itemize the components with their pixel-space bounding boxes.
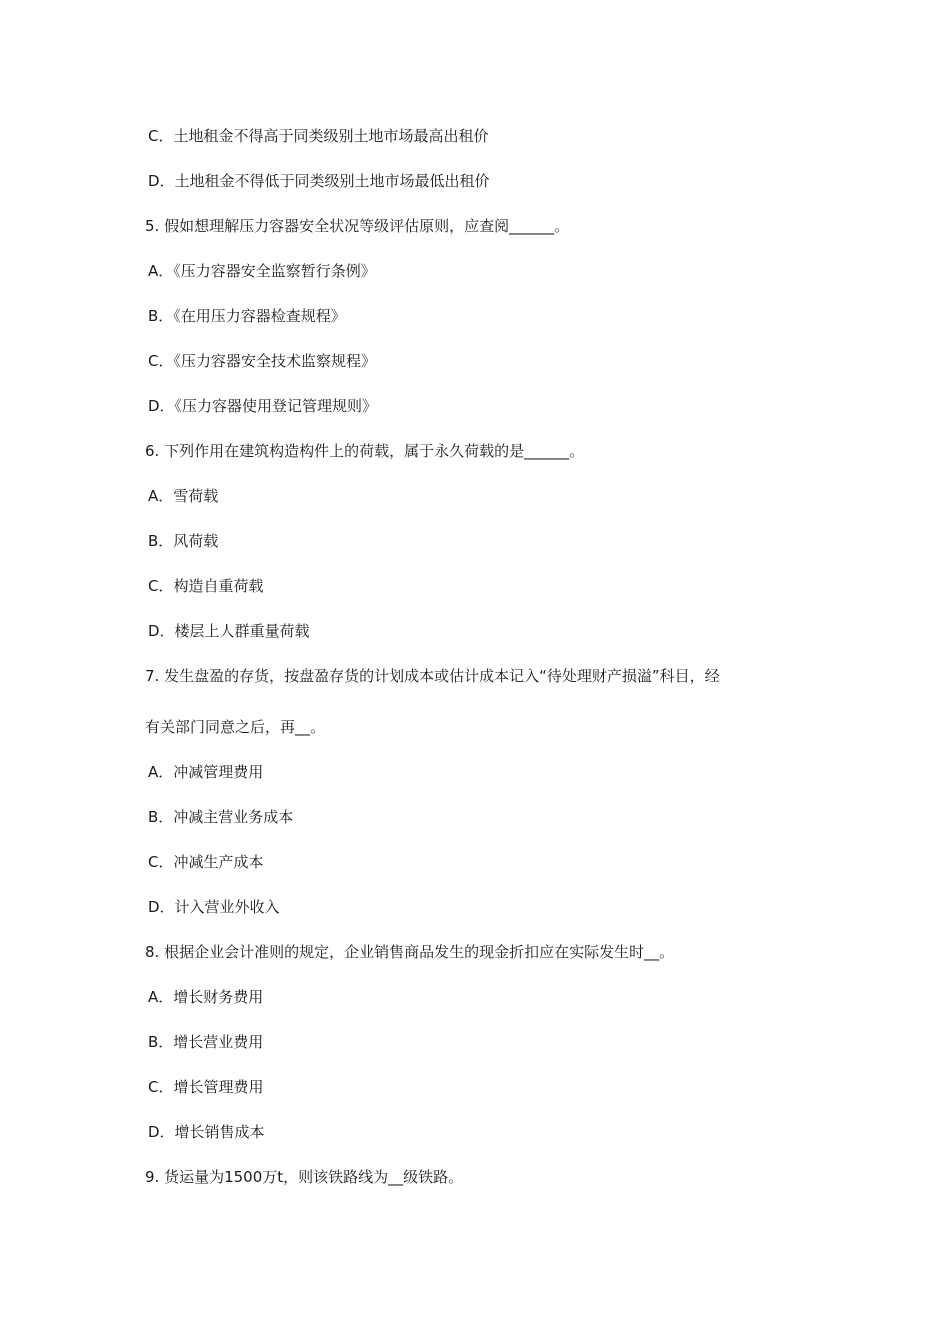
option-d: D．楼层上人群重量荷载 — [148, 622, 310, 640]
question-7-continued: 有关部门同意之后，再__。 — [145, 718, 326, 736]
option-c: C．构造自重荷载 — [148, 577, 264, 595]
option-b: B．风荷载 — [148, 532, 219, 550]
option-d: D．计入营业外收入 — [148, 898, 280, 916]
question-9: 9. 货运量为1500万t，则该铁路线为__级铁路。 — [145, 1168, 464, 1186]
option-d: D．增长销售成本 — [148, 1123, 265, 1141]
option-c: C．增长管理费用 — [148, 1078, 264, 1096]
option-c: C．冲减生产成本 — [148, 853, 264, 871]
option-a: A．《压力容器安全监察暂行条例》 — [148, 262, 376, 280]
question-5: 5. 假如想理解压力容器安全状况等级评估原则，应查阅______。 — [145, 217, 570, 235]
option-b: B．冲减主营业务成本 — [148, 808, 294, 826]
question-7: 7. 发生盘盈的存货，按盘盈存货的计划成本或估计成本记入“待处理财产损溢”科目，经 — [145, 667, 720, 685]
option-d: D．土地租金不得低于同类级别土地市场最低出租价 — [148, 172, 490, 190]
option-d: D．《压力容器使用登记管理规则》 — [148, 397, 378, 415]
option-c: C．土地租金不得高于同类级别土地市场最高出租价 — [148, 127, 489, 145]
option-a: A．增长财务费用 — [148, 988, 264, 1006]
option-a: A．雪荷载 — [148, 487, 219, 505]
option-b: B．《在用压力容器检查规程》 — [148, 307, 346, 325]
option-c: C．《压力容器安全技术监察规程》 — [148, 352, 376, 370]
option-b: B．增长营业费用 — [148, 1033, 264, 1051]
question-6: 6. 下列作用在建筑构造构件上的荷载，属于永久荷载的是______。 — [145, 442, 585, 460]
option-a: A．冲减管理费用 — [148, 763, 264, 781]
question-8: 8. 根据企业会计准则的规定，企业销售商品发生的现金折扣应在实际发生时__。 — [145, 943, 675, 961]
